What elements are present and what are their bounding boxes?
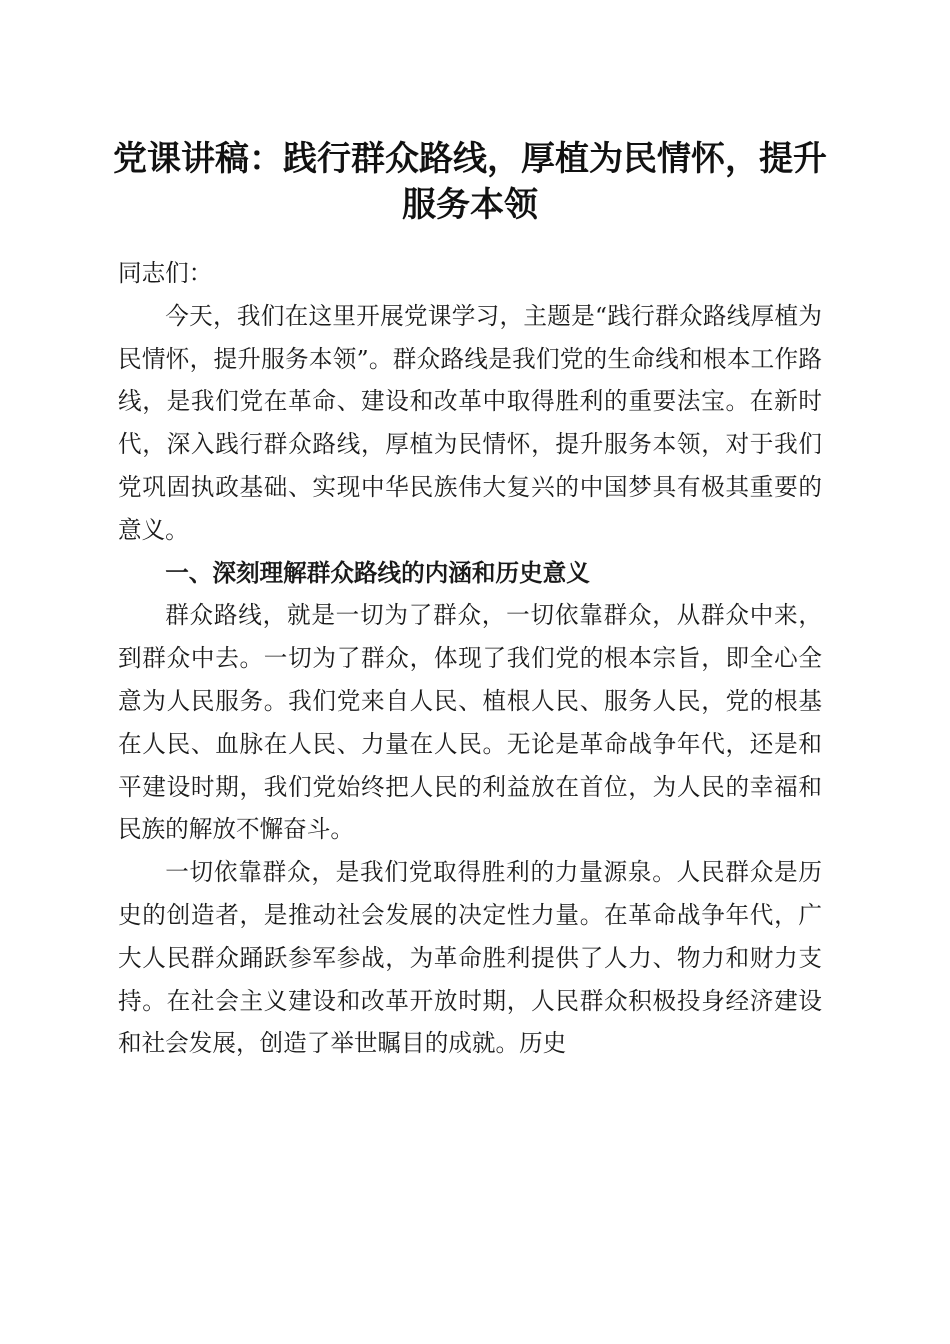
paragraph-mass-line-definition: 群众路线，就是一切为了群众，一切依靠群众，从群众中来，到群众中去。一切为了群众，体现了我们党的根本宗旨，即全心全意为人民服务。我们党来自人民、植根人民、服务人民，党的根基在人民、血脉在人民、力量在人民。无论是革命战争年代，还是和平建设时期，我们党始终把人民的利益放在首位，为人民的幸福和民族的解放不懈奋斗。 xyxy=(118,601,822,844)
section-heading: 一、深刻理解群众路线的内涵和历史意义 xyxy=(165,558,590,587)
paragraph-intro: 今天，我们在这里开展党课学习，主题是“践行群众路线厚植为民情怀，提升服务本领”。群众路线是我们党的生命线和根本工作路线，是我们党在革命、建设和改革中取得胜利的重要法宝。在新时代，深入践行群众路线，厚植为民情怀，提升服务本领，对于我们党巩固执政基础、实现中华民族伟大复兴的中国梦具有极其重要的意义。 xyxy=(118,301,822,544)
salutation: 同志们： xyxy=(118,259,213,287)
paragraph-rely-on-masses: 一切依靠群众，是我们党取得胜利的力量源泉。人民群众是历史的创造者，是推动社会发展的决定性力量。在革命战争年代，广大人民群众踊跃参军参战，为革命胜利提供了人力、物力和财力支持。在社会主义建设和改革开放时期，人民群众积极投身经济建设和社会发展，创造了举世瞩目的成就。历史 xyxy=(118,858,822,1058)
document-body xyxy=(118,252,822,1065)
document-title: 党课讲稿：践行群众路线，厚植为民情怀，提升服务本领 xyxy=(113,139,827,225)
